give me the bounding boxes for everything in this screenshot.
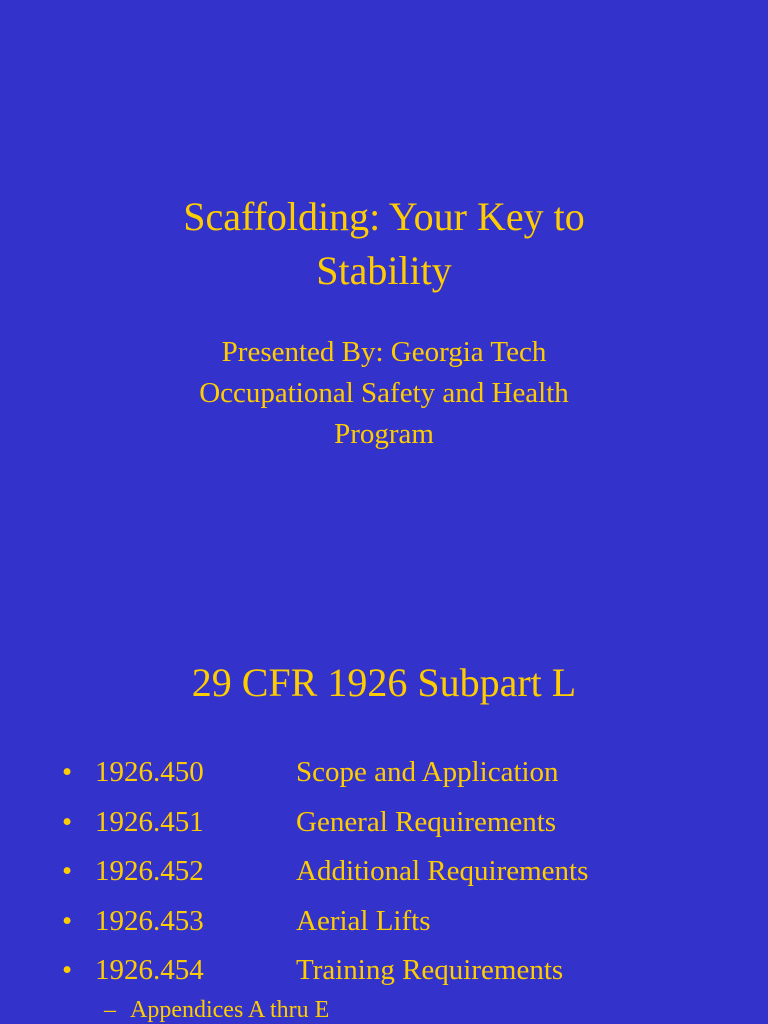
regulation-description: Additional Requirements: [296, 855, 589, 887]
regulation-code: 1926.453: [95, 904, 204, 937]
sub-bullet-appendices: [104, 994, 329, 1024]
bullet-icon: •: [62, 855, 73, 887]
bullet-icon: •: [62, 756, 73, 788]
bullet-icon: •: [62, 954, 73, 986]
dash-icon: –: [104, 997, 116, 1023]
regulation-code: 1926.451: [95, 805, 204, 838]
bullet-icon: •: [62, 805, 73, 838]
regulation-description: General Requirements: [296, 805, 557, 838]
bullet-icon: •: [62, 904, 73, 937]
regulation-code: 1926.450: [95, 756, 204, 788]
regulation-code: 1926.452: [95, 855, 204, 887]
slide-subtitle: [100, 332, 668, 455]
slide-title: [40, 190, 728, 298]
regulation-description: Training Requirements: [296, 954, 564, 986]
subpart-slide: [0, 576, 768, 1024]
subtitle-line-1: Presented By: Georgia Tech: [221, 336, 547, 368]
sub-bullet-text: Appendices A thru E: [130, 997, 330, 1023]
slide-title-line-2: Stability: [316, 248, 452, 293]
regulation-description: Scope and Application: [296, 756, 559, 788]
regulation-description: Aerial Lifts: [296, 904, 431, 937]
subtitle-line-2: Occupational Safety and Health: [199, 377, 569, 409]
regulation-code: 1926.454: [95, 954, 204, 986]
subpart-title: 29 CFR 1926 Subpart L: [191, 660, 577, 705]
subtitle-line-3: Program: [334, 418, 434, 450]
slide-title-line-1: Scaffolding: Your Key to: [183, 194, 585, 239]
